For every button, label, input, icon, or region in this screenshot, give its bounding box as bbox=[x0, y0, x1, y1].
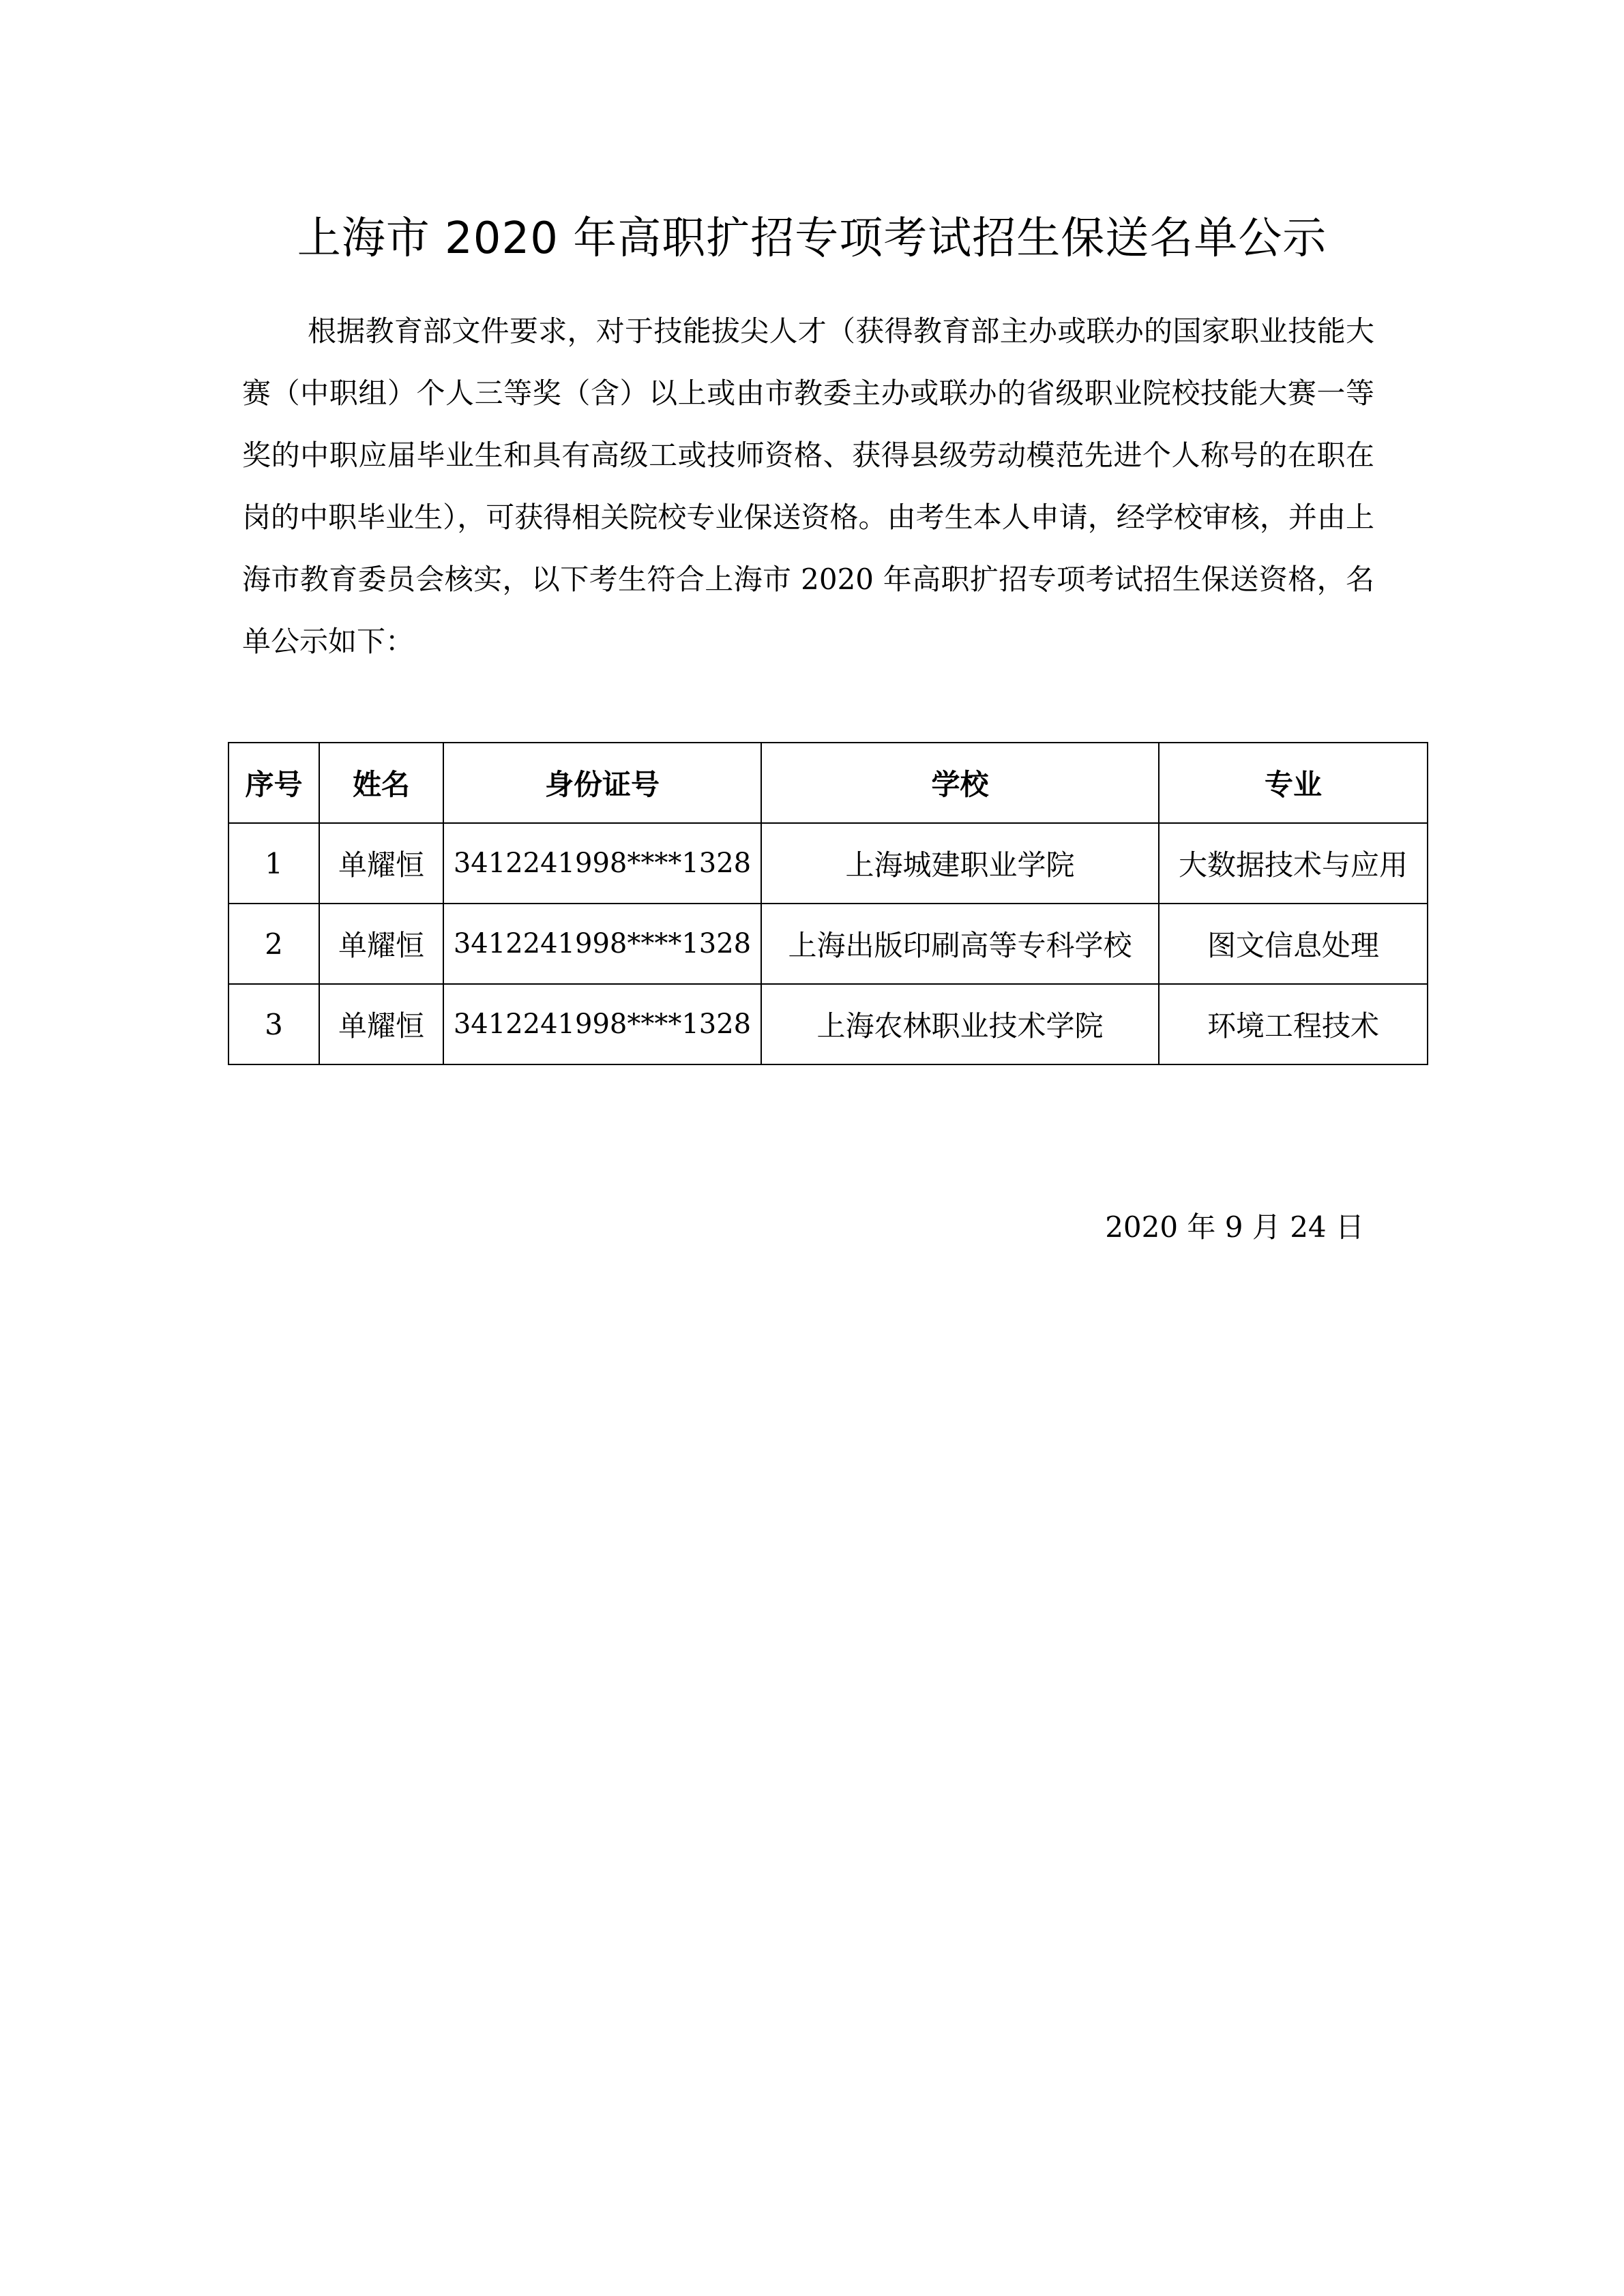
table-header-row bbox=[228, 743, 1428, 823]
table-row bbox=[228, 984, 1428, 1064]
cell-id-number: 3412241998****1328 bbox=[443, 823, 761, 904]
cell-id-number: 3412241998****1328 bbox=[443, 984, 761, 1064]
roster-table bbox=[228, 742, 1428, 1065]
header-school: 学校 bbox=[761, 743, 1159, 823]
cell-school: 上海出版印刷高等专科学校 bbox=[761, 904, 1159, 984]
cell-id-number: 3412241998****1328 bbox=[443, 904, 761, 984]
cell-name: 单耀恒 bbox=[319, 823, 443, 904]
cell-school: 上海农林职业技术学院 bbox=[761, 984, 1159, 1064]
cell-major: 图文信息处理 bbox=[1159, 904, 1428, 984]
header-name: 姓名 bbox=[319, 743, 443, 823]
header-index: 序号 bbox=[228, 743, 319, 823]
cell-index: 3 bbox=[228, 984, 319, 1064]
cell-major: 大数据技术与应用 bbox=[1159, 823, 1428, 904]
intro-paragraph: 根据教育部文件要求，对于技能拔尖人才（获得教育部主办或联办的国家职业技能大赛（中职组）个人三等奖（含）以上或由市教委主办或联办的省级职业院校技能大赛一等奖的中职应届毕业生和具有高级工或技师资格、获得县级劳动模范先进个人称号的在职在岗的中职毕业生），可获得相关院校专业保送资格。由考生本人申请，经学校审核，并由上海市教育委员会核实，以下考生符合上海市 2020 年高职扩招专项考试招生保送资格，名单公示如下： bbox=[242, 314, 1374, 658]
cell-index: 2 bbox=[228, 904, 319, 984]
cell-name: 单耀恒 bbox=[319, 904, 443, 984]
table-row bbox=[228, 904, 1428, 984]
header-id-number: 身份证号 bbox=[443, 743, 761, 823]
header-major: 专业 bbox=[1159, 743, 1428, 823]
cell-school: 上海城建职业学院 bbox=[761, 823, 1159, 904]
notice-date: 2020 年 9 月 24 日 bbox=[1105, 1210, 1364, 1244]
page-title: 上海市 2020 年高职扩招专项考试招生保送名单公示 bbox=[297, 213, 1327, 264]
table-row bbox=[228, 823, 1428, 904]
cell-name: 单耀恒 bbox=[319, 984, 443, 1064]
cell-index: 1 bbox=[228, 823, 319, 904]
cell-major: 环境工程技术 bbox=[1159, 984, 1428, 1064]
